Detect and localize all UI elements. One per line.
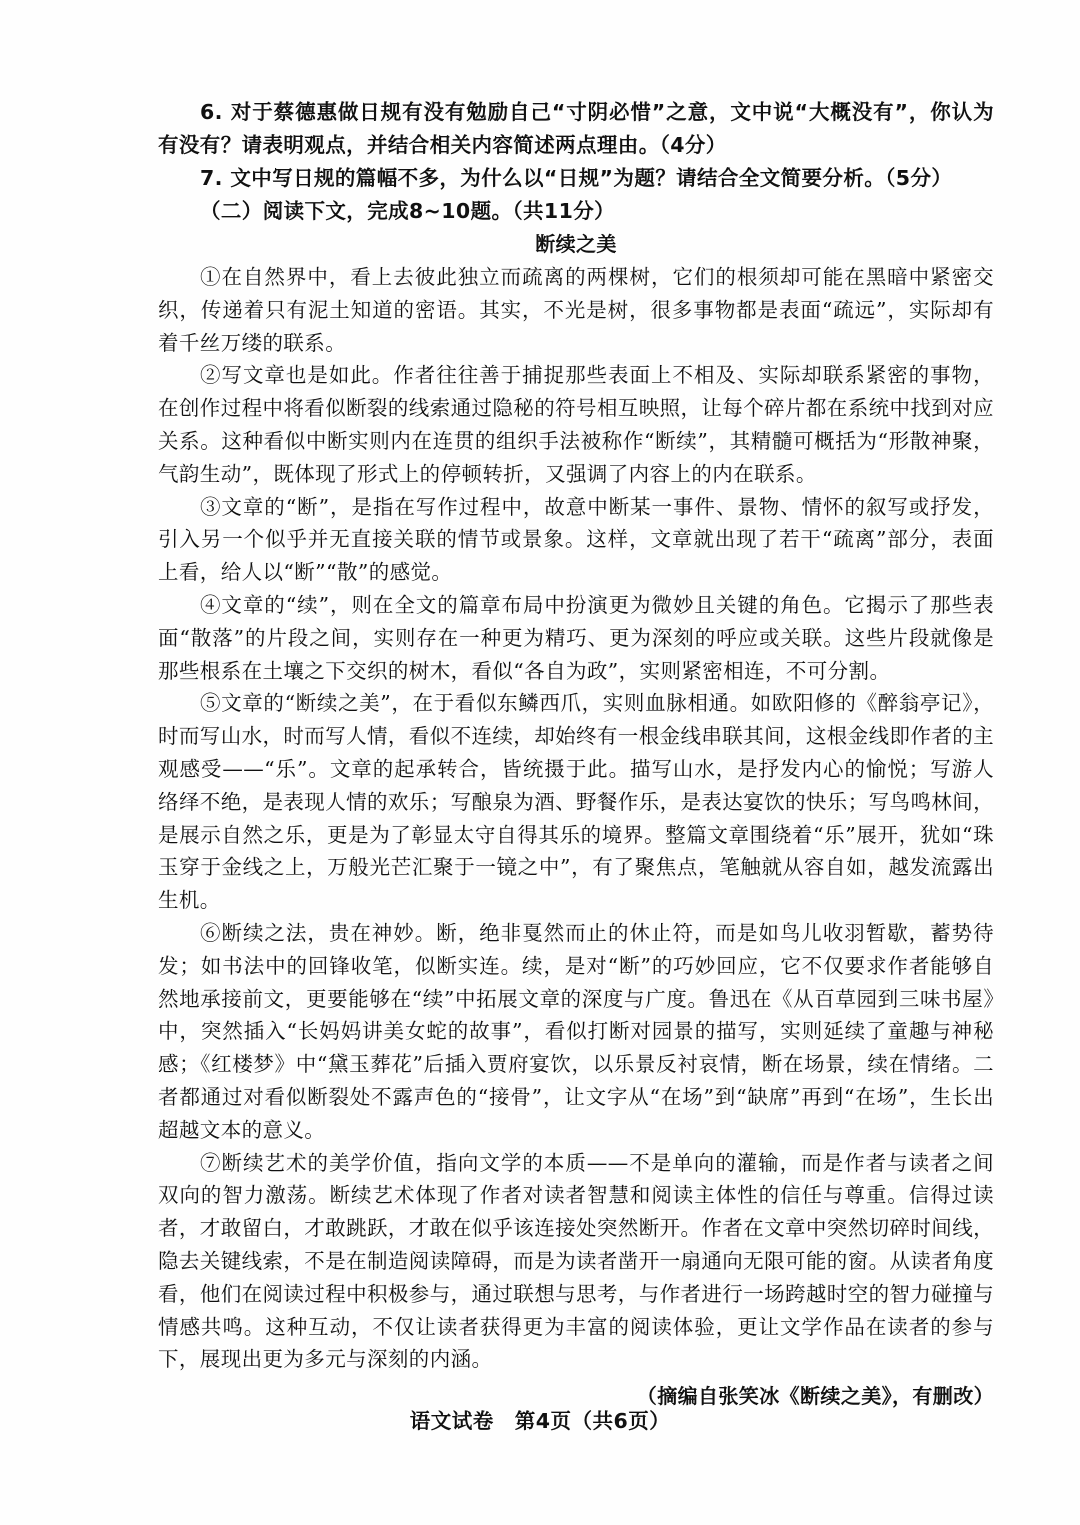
question-7: 7. 文中写日规的篇幅不多，为什么以“日规”为题？请结合全文简要分析。（5分） bbox=[200, 166, 953, 190]
article-paragraph-4: ④文章的“续”，则在全文的篇章布局中扮演更为微妙且关键的角色。它揭示了那些表面“散落”的片段之间，实则存在一种更为精巧、更为深刻的呼应或关联。这些片段就像是那些根系在土壤之下交织的树木，看似“各自为政”，实则紧密相连，不可分割。 bbox=[158, 592, 994, 683]
article-paragraph-7: ⑦断续艺术的美学价值，指向文学的本质——不是单向的灌输，而是作者与读者之间双向的智力激荡。断续艺术体现了作者对读者智慧和阅读主体性的信任与尊重。信得过读者，才敢留白，才敢跳跃，才敢在似乎该连接处突然断开。作者在文章中突然切碎时间线，隐去关键线索，不是在制造阅读障碍，而是为读者凿开一扇通向无限可能的窗。从读者角度看，他们在阅读过程中积极参与，通过联想与思考，与作者进行一场跨越时空的智力碰撞与情感共鸣。这种互动，不仅让读者获得更为丰富的阅读体验，更让文学作品在读者的参与下，展现出更为多元与深刻的内涵。 bbox=[158, 1150, 994, 1372]
article-paragraph-6: ⑥断续之法，贵在神妙。断，绝非戛然而止的休止符，而是如鸟儿收羽暂歇，蓄势待发；如书法中的回锋收笔，似断实连。续，是对“断”的巧妙回应，它不仅要求作者能够自然地承接前文，更要能够在“续”中拓展文章的深度与广度。鲁迅在《从百草园到三味书屋》中，突然插入“长妈妈讲美女蛇的故事”，看似打断对园景的描写，实则延续了童趣与神秘感；《红楼梦》中“黛玉葬花”后插入贾府宴饮，以乐景反衬哀情，断在场景，续在情绪。二者都通过对看似断裂处不露声色的“接骨”，让文字从“在场”到“缺席”再到“在场”，生长出超越文本的意义。 bbox=[158, 920, 994, 1142]
article-paragraph-1: ①在自然界中，看上去彼此独立而疏离的两棵树，它们的根须却可能在黑暗中紧密交织，传递着只有泥土知道的密语。其实，不光是树，很多事物都是表面“疏远”，实际却有着千丝万缕的联系。 bbox=[158, 265, 994, 355]
article-paragraph-2: ②写文章也是如此。作者往往善于捕捉那些表面上不相及、实际却联系紧密的事物，在创作过程中将看似断裂的线索通过隐秘的符号相互映照，让每个碎片都在系统中找到对应关系。这种看似中断实则内在连贯的组织手法被称作“断续”，其精髓可概括为“形散神聚，气韵生动”，既体现了形式上的停顿转折，又强调了内容上的内在联系。 bbox=[158, 363, 994, 486]
question-6: 6. 对于蔡德惠做日规有没有勉励自己“寸阴必惜”之意，文中说“大概没有”，你认为有没有？请表明观点，并结合相关内容简述两点理由。（4分） bbox=[158, 100, 994, 157]
article-source: （摘编自张笑冰《断续之美》，有删改） bbox=[636, 1384, 994, 1409]
article-paragraph-3: ③文章的“断”，是指在写作过程中，故意中断某一事件、景物、情怀的叙写或抒发，引入另一个似乎并无直接关联的情节或景象。这样，文章就出现了若干“疏离”部分，表面上看，给人以“断”“散”的感觉。 bbox=[158, 494, 994, 585]
page-content bbox=[158, 96, 994, 1413]
article-title: 断续之美 bbox=[535, 232, 617, 256]
section-header: （二）阅读下文，完成8~10题。（共11分） bbox=[200, 199, 616, 223]
page-footer: 语文试卷 第4页（共6页） bbox=[409, 1409, 671, 1433]
article-paragraph-5: ⑤文章的“断续之美”，在于看似东鳞西爪，实则血脉相通。如欧阳修的《醉翁亭记》，时而写山水，时而写人情，看似不连续，却始终有一根金线串联其间，这根金线即作者的主观感受——“乐”。文章的起承转合，皆统摄于此。描写山水，是抒发内心的愉悦；写游人络绎不绝，是表现人情的欢乐；写酿泉为酒、野餐作乐，是表达宴饮的快乐；写鸟鸣林间，是展示自然之乐，更是为了彰显太守自得其乐的境界。整篇文章围绕着“乐”展开，犹如“珠玉穿于金线之上，万般光芒汇聚于一镜之中”，有了聚焦点，笔触就从容自如，越发流露出生机。 bbox=[158, 691, 994, 913]
